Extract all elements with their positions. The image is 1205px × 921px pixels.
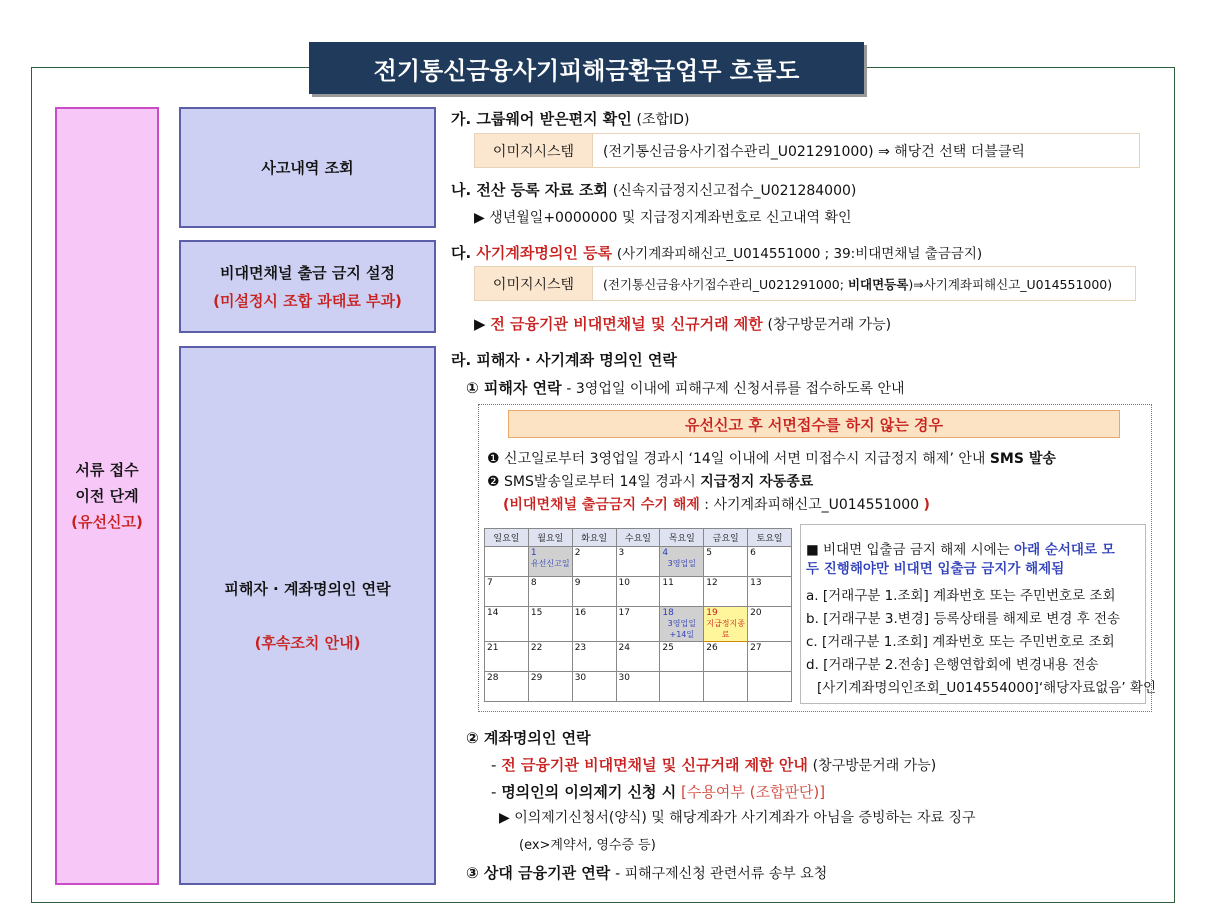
step-da-bullet: ▶ 전 금융기관 비대면채널 및 신규거래 제한 (창구방문거래 가능) xyxy=(474,315,892,333)
weekday: 토요일 xyxy=(748,529,792,547)
left-stage-line3: (유선신고) xyxy=(71,513,143,531)
note-1: ❶ 신고일로부터 3영업일 경과시 ‘14일 이내에 서면 미접수시 지급정지 해제’ 안내 SMS 발송 xyxy=(487,451,1056,467)
left-stage-line2: 이전 단계 xyxy=(75,487,139,505)
weekday: 목요일 xyxy=(660,529,704,547)
page-title: 전기통신금융사기피해금환급업무 흐름도 xyxy=(309,42,864,94)
calendar-day: 25 xyxy=(660,642,704,672)
stage-label: 비대면채널 출금 금지 설정 xyxy=(219,263,396,282)
release-step-d: d. [거래구분 2.전송] 은행연합회에 변경내용 전송 xyxy=(806,657,1099,673)
release-step-a: a. [거래구분 1.조회] 계좌번호 또는 주민번호로 조회 xyxy=(806,588,1116,604)
calendar-day: 3 xyxy=(616,547,660,577)
calendar-day: 20 xyxy=(748,607,792,642)
left-stage-panel xyxy=(55,107,159,885)
system-row-da xyxy=(474,266,1136,301)
calendar-day-highlight: 1 유선신고일 xyxy=(528,547,572,577)
stage-label: 피해자 · 계좌명의인 연락 xyxy=(224,579,391,598)
calendar-week xyxy=(485,672,792,702)
weekday: 수요일 xyxy=(616,529,660,547)
step-da: 다. 사기계좌명의인 등록 (사기계좌피해신고_U014551000 ; 39:비대면채널 출금금지) xyxy=(451,244,983,262)
calendar-day: 6 xyxy=(748,547,792,577)
step-ra-sub2-line4: (ex>계약서, 영수증 등) xyxy=(519,838,656,853)
calendar-day: 13 xyxy=(748,577,792,607)
stage-box-withdrawal-block xyxy=(179,240,436,333)
stage-sub: (미설정시 조합 과태료 부과) xyxy=(213,291,402,310)
calendar-week xyxy=(485,547,792,577)
calendar-day: 24 xyxy=(616,642,660,672)
calendar-day: 2 xyxy=(572,547,616,577)
calendar-week xyxy=(485,607,792,642)
calendar-week xyxy=(485,642,792,672)
calendar-day: 28 xyxy=(485,672,529,702)
calendar-day: 16 xyxy=(572,607,616,642)
calendar-day xyxy=(660,672,704,702)
calendar-day: 12 xyxy=(704,577,748,607)
release-intro: ■ 비대면 입출금 금지 해제 시에는 아래 순서대로 모 xyxy=(806,542,1115,558)
system-label: 이미지시스템 xyxy=(475,267,593,300)
calendar-day xyxy=(704,672,748,702)
step-ra-sub2: ② 계좌명의인 연락 xyxy=(466,729,591,747)
calendar-day: 14 xyxy=(485,607,529,642)
step-ra-sub2-line1: - 전 금융기관 비대면채널 및 신규거래 제한 안내 (창구방문거래 가능) xyxy=(491,756,937,774)
stage-label: 사고내역 조회 xyxy=(261,158,354,177)
calendar-day: 21 xyxy=(485,642,529,672)
step-na-bullet: ▶ 생년월일+0000000 및 지급정지계좌번호로 신고내역 확인 xyxy=(474,210,852,226)
calendar-day xyxy=(748,672,792,702)
calendar-day: 30 xyxy=(616,672,660,702)
calendar-day-highlight: 4 3영업일 xyxy=(660,547,704,577)
calendar-header-row xyxy=(485,529,792,547)
calendar-day: 23 xyxy=(572,642,616,672)
calendar-day: 29 xyxy=(528,672,572,702)
left-stage-line1: 서류 접수 xyxy=(75,461,139,479)
weekday: 화요일 xyxy=(572,529,616,547)
calendar-day: 9 xyxy=(572,577,616,607)
release-step-b: b. [거래구분 3.변경] 등록상태를 해제로 변경 후 전송 xyxy=(806,611,1121,627)
step-ga: 가. 그룹웨어 받은편지 확인 (조합ID) xyxy=(451,110,690,128)
calendar-day: 11 xyxy=(660,577,704,607)
calendar-day: 10 xyxy=(616,577,660,607)
calendar-day: 22 xyxy=(528,642,572,672)
orange-header: 유선신고 후 서면접수를 하지 않는 경우 xyxy=(508,410,1120,438)
release-step-c: c. [거래구분 1.조회] 계좌번호 또는 주민번호로 조회 xyxy=(806,634,1115,650)
note-3: (비대면채널 출금금지 수기 해제 : 사기계좌피해신고_U014551000 ) xyxy=(503,497,930,513)
calendar-day-highlight: 19 지급정지종료 xyxy=(704,607,748,642)
calendar-day xyxy=(485,547,529,577)
release-intro-cont: 두 진행해야만 비대면 입출금 금지가 해제됨 xyxy=(806,561,1065,577)
calendar-day: 26 xyxy=(704,642,748,672)
calendar-day: 17 xyxy=(616,607,660,642)
weekday: 월요일 xyxy=(528,529,572,547)
calendar-day: 7 xyxy=(485,577,529,607)
stage-box-accident-lookup xyxy=(179,107,436,228)
calendar-day-highlight: 18 3영업일+14일 xyxy=(660,607,704,642)
weekday: 금요일 xyxy=(704,529,748,547)
step-ra-sub2-line2: - 명의인의 이의제기 신청 시 [수용여부 (조합판단)] xyxy=(491,783,826,801)
system-value: (전기통신금융사기접수관리_U021291000) ⇒ 해당건 선택 더블클릭 xyxy=(603,143,1025,160)
step-na: 나. 전산 등록 자료 조회 (신속지급정지신고접수_U021284000) xyxy=(451,181,857,199)
step-ra-sub1: ① 피해자 연락 - 3영업일 이내에 피해구제 신청서류를 접수하도록 안내 xyxy=(466,379,905,397)
calendar xyxy=(484,528,792,702)
weekday: 일요일 xyxy=(485,529,529,547)
step-ra-sub3: ③ 상대 금융기관 연락 - 피해구제신청 관련서류 송부 요청 xyxy=(466,864,828,882)
calendar-day: 30 xyxy=(572,672,616,702)
release-step-d-cont: [사기계좌명의인조회_U014554000]‘해당자료없음’ 확인 xyxy=(817,680,1157,696)
calendar-day: 15 xyxy=(528,607,572,642)
note-2: ❷ SMS발송일로부터 14일 경과시 지급정지 자동종료 xyxy=(487,474,814,490)
step-ra-sub2-line3: ▶ 이의제기신청서(양식) 및 해당계좌가 사기계좌가 아님을 증빙하는 자료 징구 xyxy=(499,810,976,826)
calendar-day: 27 xyxy=(748,642,792,672)
stage-box-contact xyxy=(179,346,436,885)
stage-sub: (후속조치 안내) xyxy=(254,633,361,652)
calendar-day: 5 xyxy=(704,547,748,577)
step-ra-head: 라. 피해자 · 사기계좌 명의인 연락 xyxy=(451,351,677,369)
calendar-day: 8 xyxy=(528,577,572,607)
system-row-ga xyxy=(474,133,1140,168)
calendar-week xyxy=(485,577,792,607)
system-value: (전기통신금융사기접수관리_U021291000; 비대면등록)⇒사기계좌피해신고_U014551000) xyxy=(603,276,1113,292)
system-label: 이미지시스템 xyxy=(475,134,593,167)
